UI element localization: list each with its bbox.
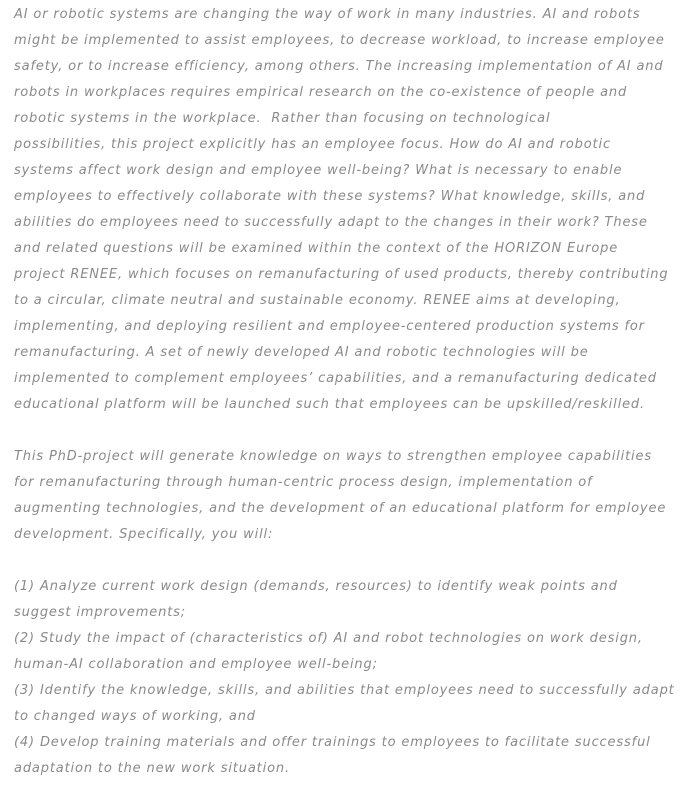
- task-item-1: [14, 574, 678, 626]
- text-line: robots in workplaces requires empirical research on the co-existence of people and: [14, 85, 628, 100]
- text-line: suggest improvements;: [14, 605, 187, 620]
- text-line: human-AI collaboration and employee well-being;: [14, 657, 378, 672]
- text-line: educational platform will be launched such that employees can be upskilled/reskilled.: [14, 397, 645, 412]
- project-paragraph: [14, 444, 678, 548]
- text-line: (4) Develop training materials and offer trainings to employees to facilitate successful: [14, 735, 651, 750]
- text-line: might be implemented to assist employees, to decrease workload, to increase employee: [14, 33, 665, 48]
- intro-paragraph: [14, 2, 678, 418]
- text-line: to changed ways of working, and: [14, 709, 256, 724]
- text-line: possibilities, this project explicitly has an employee focus. How do AI and robotic: [14, 137, 611, 152]
- text-line: AI or robotic systems are changing the way of work in many industries. AI and robots: [14, 7, 641, 22]
- text-line: abilities do employees need to successfully adapt to the changes in their work? These: [14, 215, 648, 230]
- text-line: safety, or to increase efficiency, among others. The increasing implementation of AI and: [14, 59, 664, 74]
- text-line: to a circular, climate neutral and sustainable economy. RENEE aims at developing,: [14, 293, 621, 308]
- text-line: and related questions will be examined within the context of the HORIZON Europe: [14, 241, 619, 256]
- text-line: remanufacturing. A set of newly developed AI and robotic technologies will be: [14, 345, 589, 360]
- task-item-4: [14, 730, 678, 782]
- text-line: project RENEE, which focuses on remanufacturing of used products, thereby contributing: [14, 267, 669, 282]
- text-line: development. Specifically, you will:: [14, 527, 274, 542]
- text-line: for remanufacturing through human-centric process design, implementation of: [14, 475, 593, 490]
- text-line: implementing, and deploying resilient and employee-centered production systems for: [14, 319, 645, 334]
- task-item-3: [14, 678, 678, 730]
- text-line: implemented to complement employees’ capabilities, and a remanufacturing dedicated: [14, 371, 657, 386]
- task-list: [14, 574, 678, 782]
- text-line: (2) Study the impact of (characteristics of) AI and robot technologies on work design,: [14, 631, 643, 646]
- text-line: robotic systems in the workplace. Rather than focusing on technological: [14, 111, 551, 126]
- text-line: This PhD-project will generate knowledge on ways to strengthen employee capabilities: [14, 449, 652, 464]
- paragraph-spacer: [14, 548, 678, 574]
- text-line: (1) Analyze current work design (demands, resources) to identify weak points and: [14, 579, 618, 594]
- paragraph-spacer: [14, 418, 678, 444]
- text-line: systems affect work design and employee well-being? What is necessary to enable: [14, 163, 623, 178]
- text-line: employees to effectively collaborate with these systems? What knowledge, skills, and: [14, 189, 646, 204]
- text-line: augmenting technologies, and the development of an educational platform for employee: [14, 501, 667, 516]
- task-item-2: [14, 626, 678, 678]
- text-line: adaptation to the new work situation.: [14, 761, 290, 776]
- job-description: [14, 2, 678, 782]
- text-line: (3) Identify the knowledge, skills, and abilities that employees need to successfully adapt: [14, 683, 675, 698]
